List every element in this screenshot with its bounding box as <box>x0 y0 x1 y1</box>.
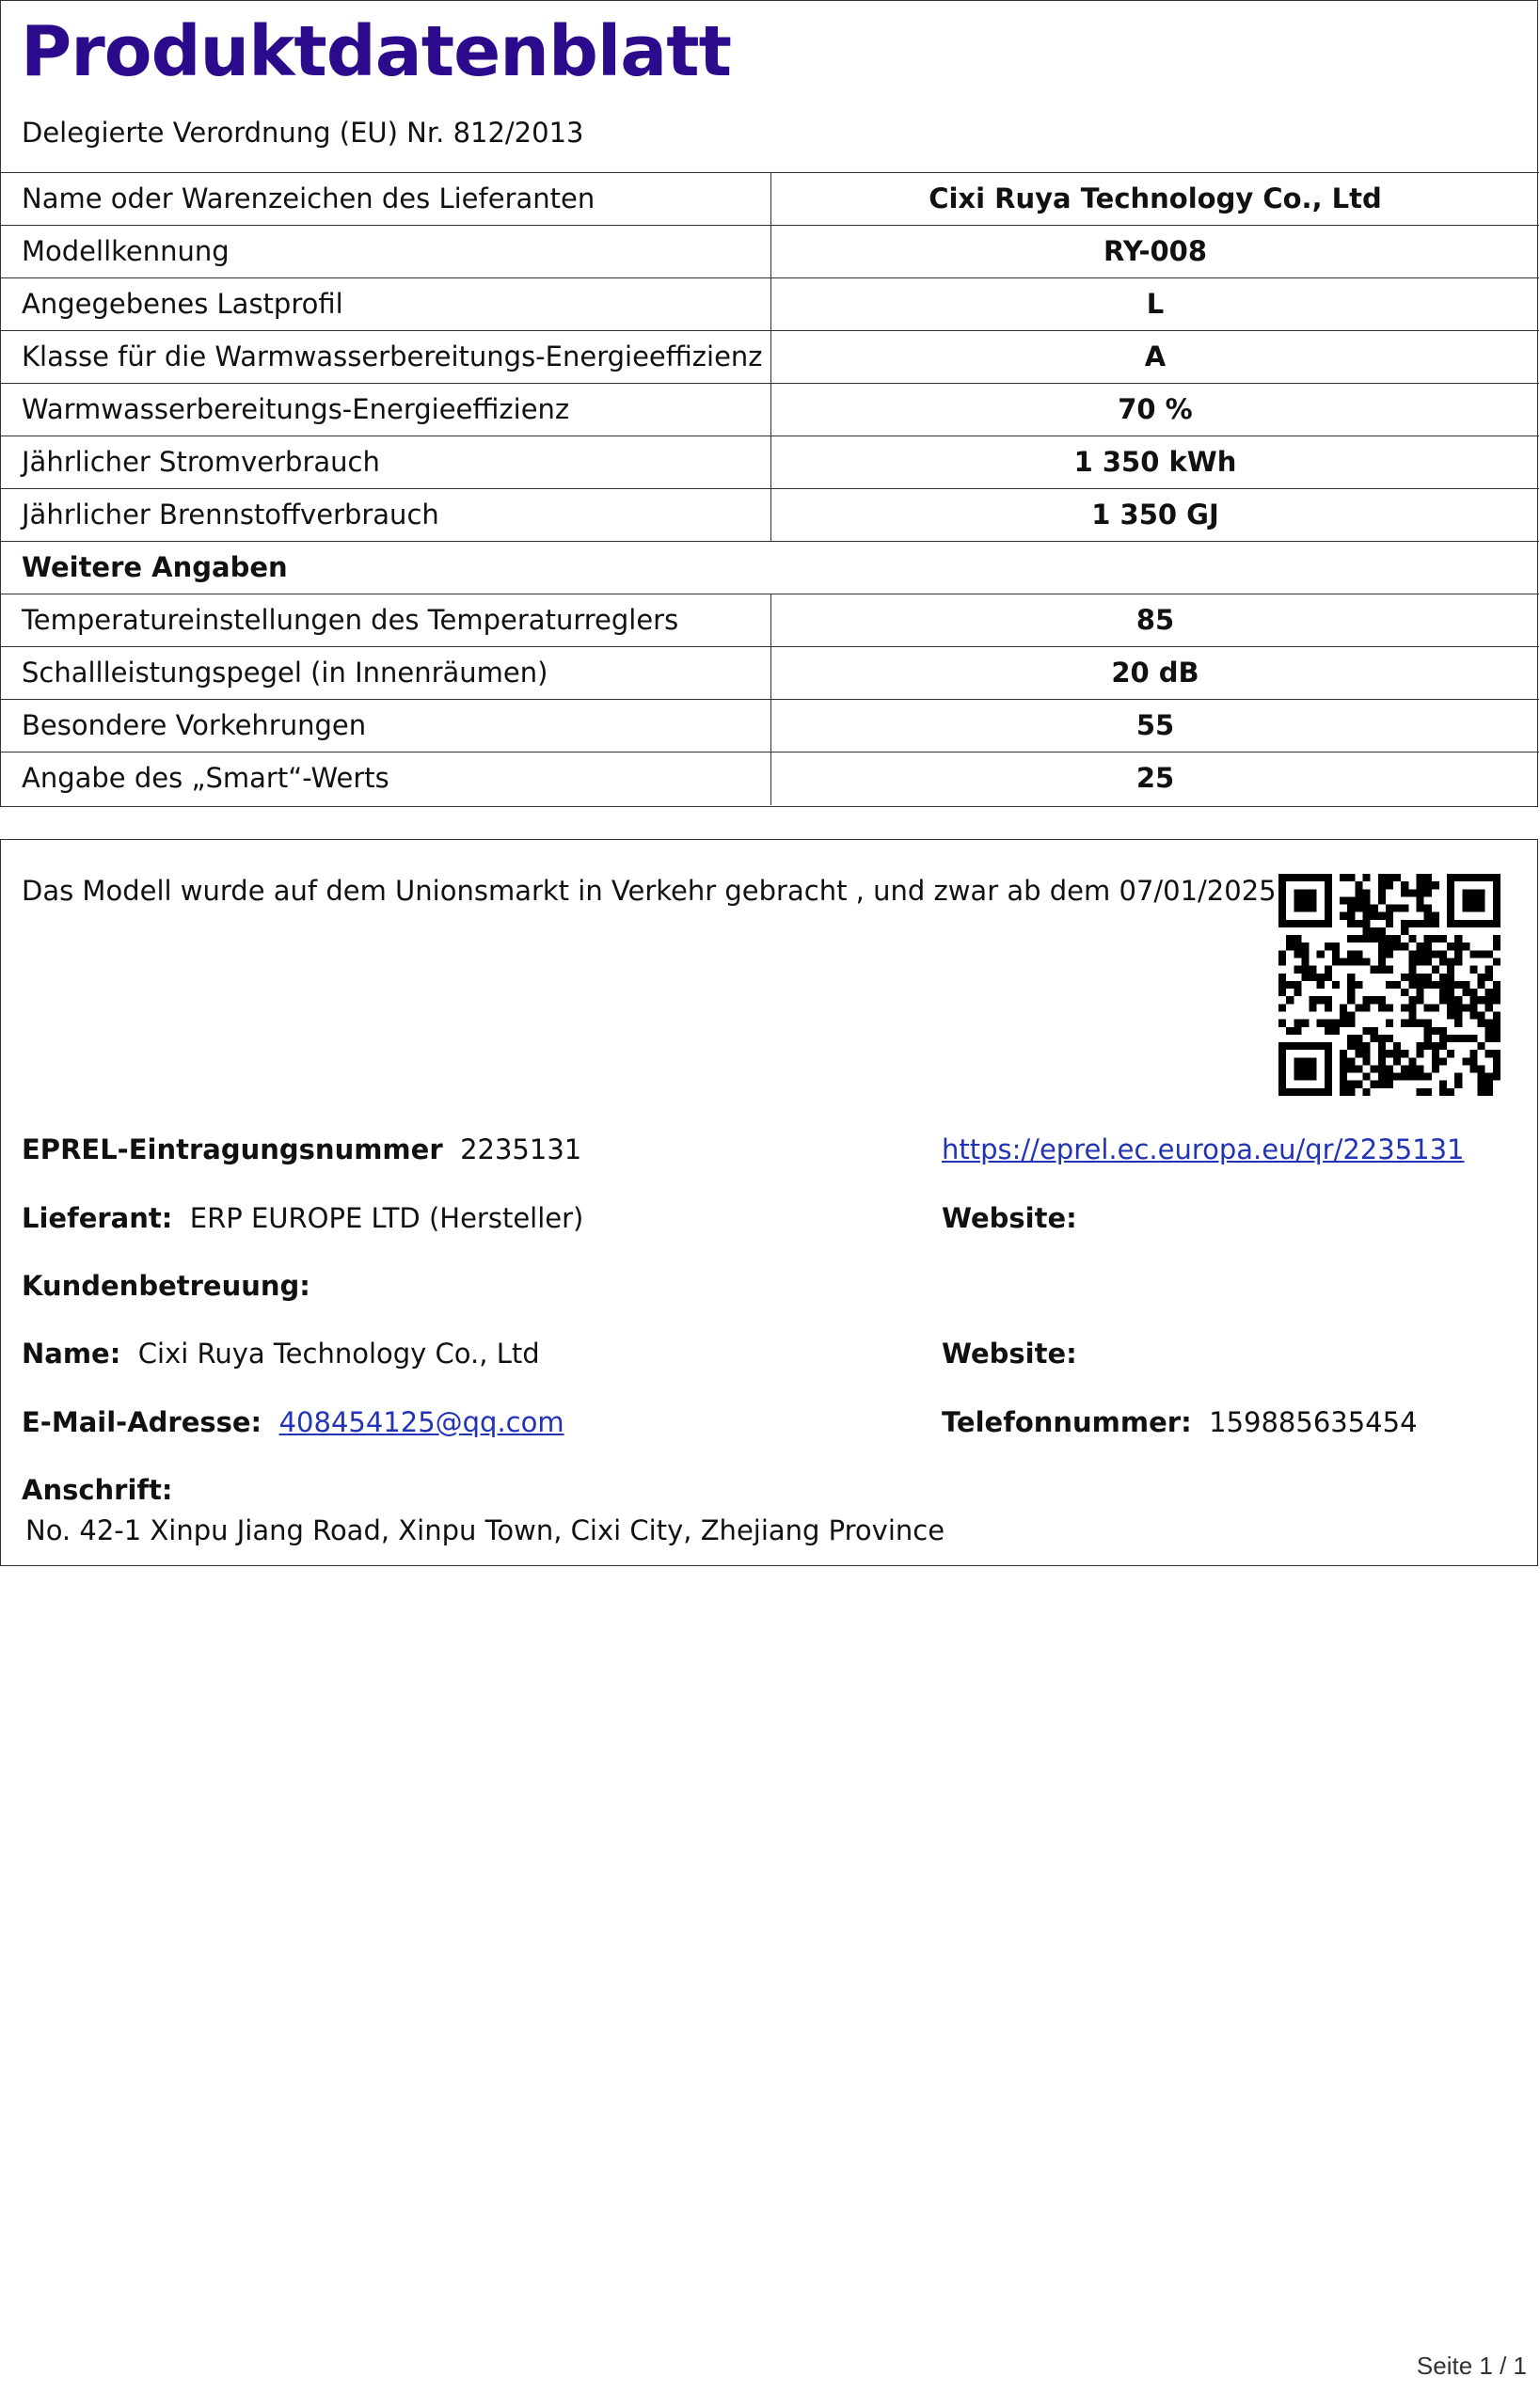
row-label: Angabe des „Smart“-Werts <box>22 762 389 794</box>
row-label: Jährlicher Stromverbrauch <box>22 446 380 478</box>
contact-email <box>22 1403 564 1441</box>
eprel-value: 2235131 <box>460 1133 582 1165</box>
supplier-value: ERP EUROPE LTD (Hersteller) <box>189 1202 584 1234</box>
name-label: Name: <box>22 1338 121 1370</box>
row-label: Name oder Warenzeichen des Lieferanten <box>22 182 595 214</box>
eprel-label: EPREL-Eintragungsnummer <box>22 1133 443 1165</box>
row-value: A <box>770 331 1539 383</box>
row-value: 1 350 GJ <box>770 489 1539 541</box>
table-row <box>1 594 1539 647</box>
supplier-label: Lieferant: <box>22 1202 173 1234</box>
phone-value: 159885635454 <box>1209 1406 1418 1438</box>
table-row <box>1 331 1539 384</box>
table-row <box>1 700 1539 752</box>
contact-website-label: Website: <box>942 1338 1077 1370</box>
page-title: Produktdatenblatt <box>21 11 731 92</box>
table-row <box>1 489 1539 542</box>
row-value: L <box>770 278 1539 330</box>
row-value: Cixi Ruya Technology Co., Ltd <box>770 173 1539 225</box>
row-value: 1 350 kWh <box>770 436 1539 488</box>
table-row <box>1 226 1539 278</box>
row-label: Klasse für die Warmwasserbereitungs-Energieeffizienz <box>22 341 763 372</box>
page-number: Seite 1 / 1 <box>1416 2352 1527 2380</box>
contact-phone <box>942 1403 1418 1441</box>
email-link[interactable]: 408454125@qq.com <box>278 1406 564 1438</box>
row-value: 85 <box>770 594 1539 646</box>
product-data-sheet <box>0 0 1538 807</box>
row-label: Warmwasserbereitungs-Energieeffizienz <box>22 393 570 425</box>
row-label: Jährlicher Brennstoffverbrauch <box>22 499 439 531</box>
phone-label: Telefonnummer: <box>942 1406 1192 1438</box>
email-label: E-Mail-Adresse: <box>22 1406 262 1438</box>
table-row <box>1 278 1539 331</box>
table-row <box>1 647 1539 700</box>
table-row <box>1 384 1539 436</box>
table-row <box>1 173 1539 226</box>
eprel-link-wrap <box>942 1131 1465 1168</box>
table-row <box>1 752 1539 805</box>
row-value: RY-008 <box>770 226 1539 277</box>
product-data-table <box>1 172 1539 805</box>
row-value: 55 <box>770 700 1539 752</box>
regulation-reference: Delegierte Verordnung (EU) Nr. 812/2013 <box>22 117 584 149</box>
supplier-website-label: Website: <box>942 1202 1077 1234</box>
eprel-info-box <box>0 839 1538 1566</box>
table-row <box>1 436 1539 489</box>
row-label: Angegebenes Lastprofil <box>22 288 343 320</box>
name-value: Cixi Ruya Technology Co., Ltd <box>137 1338 540 1370</box>
supplier <box>22 1199 583 1237</box>
row-label: Schallleistungspegel (in Innenräumen) <box>22 657 548 689</box>
contact-name <box>22 1335 540 1372</box>
section-heading-row <box>1 542 1539 594</box>
row-value: 70 % <box>770 384 1539 436</box>
qr-code-icon[interactable] <box>1278 874 1500 1096</box>
eprel-link[interactable]: https://eprel.ec.europa.eu/qr/2235131 <box>942 1133 1465 1165</box>
address-label: Anschrift: <box>22 1474 173 1506</box>
more-info-heading: Weitere Angaben <box>22 551 288 583</box>
row-value: 25 <box>770 752 1539 805</box>
eprel-number <box>22 1131 581 1168</box>
row-value: 20 dB <box>770 647 1539 699</box>
row-label: Modellkennung <box>22 235 230 267</box>
row-label: Temperatureinstellungen des Temperaturreglers <box>22 604 679 636</box>
customer-service-label: Kundenbetreuung: <box>22 1270 310 1302</box>
row-label: Besondere Vorkehrungen <box>22 709 367 741</box>
address-value: No. 42-1 Xinpu Jiang Road, Xinpu Town, Cixi City, Zhejiang Province <box>25 1514 945 1546</box>
market-placement-text: Das Modell wurde auf dem Unionsmarkt in Verkehr gebracht , und zwar ab dem 07/01/2025 <box>22 875 1277 907</box>
